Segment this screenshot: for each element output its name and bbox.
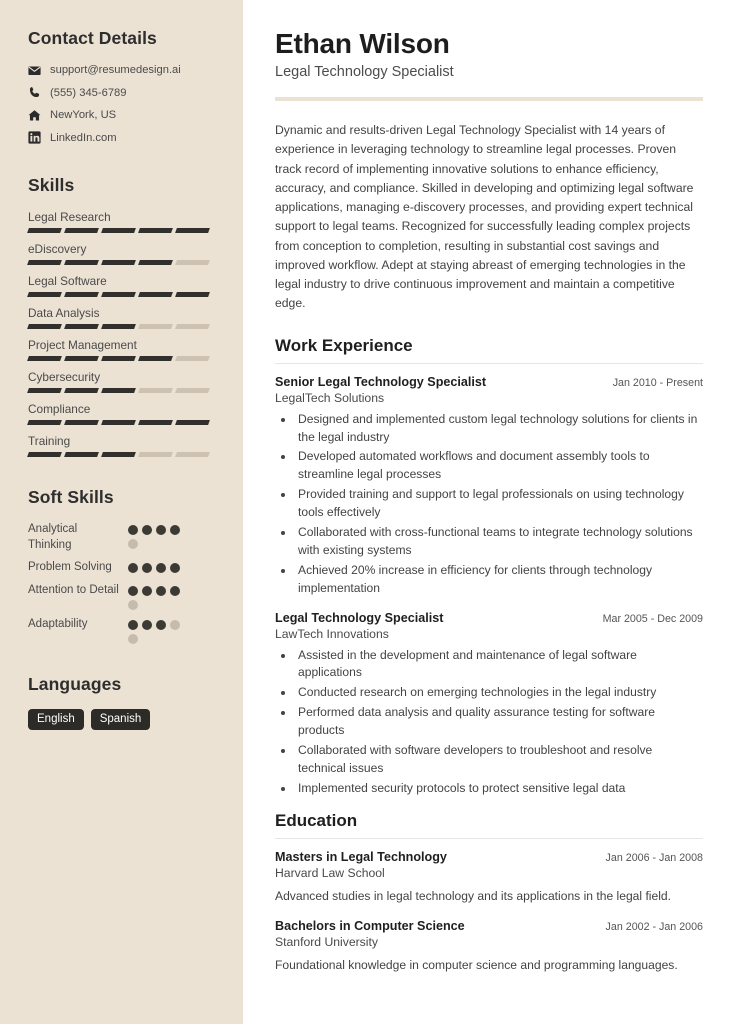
phone-icon — [28, 86, 41, 99]
contact-value: NewYork, US — [50, 109, 117, 122]
soft-skill-dot — [128, 620, 138, 630]
candidate-name: Ethan Wilson — [275, 28, 450, 59]
degree-date: Jan 2006 - Jan 2008 — [605, 851, 703, 864]
skill-level-segment — [101, 292, 136, 297]
skill-level-segment — [175, 324, 210, 329]
skill-label: Legal Research — [28, 210, 111, 225]
soft-skill-dot — [156, 525, 166, 535]
languages-list — [28, 709, 219, 731]
main-content — [243, 0, 730, 1024]
work-bullet: • Provided training and support to legal professionals on using technology tools effectively — [295, 486, 703, 522]
skill-label: eDiscovery — [28, 242, 87, 257]
skill-level-segment — [64, 452, 99, 457]
language-badge[interactable]: Spanish — [91, 709, 151, 731]
skill-item — [28, 242, 219, 265]
skills-list — [28, 210, 219, 457]
work-entry-header — [275, 375, 703, 389]
envelope-icon — [28, 64, 41, 77]
skill-level-bar — [28, 420, 219, 425]
work-bullet: • Designed and implemented custom legal technology solutions for clients in the legal industry — [295, 411, 703, 447]
skill-level-segment — [175, 388, 210, 393]
soft-skill-label: Adaptability — [28, 617, 88, 630]
skill-level-segment — [64, 356, 99, 361]
soft-skill-dot — [142, 620, 152, 630]
skill-level-segment — [138, 292, 173, 297]
work-bullet: • Implemented security protocols to protect sensitive legal data — [295, 780, 703, 798]
work-bullet-list — [275, 411, 703, 598]
skill-level-segment — [138, 324, 173, 329]
job-title: Legal Technology Specialist — [275, 610, 444, 625]
skill-label: Compliance — [28, 402, 91, 417]
degree-description: Foundational knowledge in computer science and programming languages. — [275, 957, 678, 972]
skill-level-segment — [64, 292, 99, 297]
skill-level-bar — [28, 388, 219, 393]
home-icon — [28, 109, 41, 122]
soft-skill-dot — [128, 539, 138, 549]
work-entry-header — [275, 611, 703, 625]
skill-level-segment — [138, 452, 173, 457]
education-divider — [275, 838, 703, 839]
skill-level-segment — [27, 388, 62, 393]
languages-heading: Languages — [28, 673, 122, 694]
work-bullet: • Collaborated with software developers to troubleshoot and resolve technical issues — [295, 742, 703, 778]
skill-label: Training — [28, 434, 71, 449]
soft-skill-item — [28, 617, 219, 644]
skill-level-segment — [175, 228, 210, 233]
skill-item — [28, 402, 219, 425]
skill-level-segment — [64, 388, 99, 393]
work-bullet: • Developed automated workflows and document assembly tools to streamline legal processes — [295, 448, 703, 484]
soft-skill-rating — [128, 560, 190, 573]
soft-skill-dot — [128, 634, 138, 644]
skill-level-segment — [175, 420, 210, 425]
soft-skill-dot — [128, 563, 138, 573]
degree-description: Advanced studies in legal technology and its applications in the legal field. — [275, 888, 671, 903]
skill-item — [28, 370, 219, 393]
skill-item — [28, 210, 219, 233]
header-divider — [275, 97, 703, 101]
work-experience-divider — [275, 363, 703, 364]
work-bullet-list — [275, 647, 703, 798]
skill-level-segment — [138, 228, 173, 233]
contact-value: support@resumedesign.ai — [50, 64, 181, 76]
language-badge[interactable]: English — [28, 709, 84, 731]
job-date: Mar 2005 - Dec 2009 — [602, 612, 703, 625]
soft-skill-label: Problem Solving — [28, 561, 112, 574]
skill-level-segment — [27, 420, 62, 425]
skill-label: Cybersecurity — [28, 370, 101, 385]
education-list — [275, 850, 703, 974]
skill-level-bar — [28, 260, 219, 265]
soft-skill-dot — [170, 620, 180, 630]
soft-skill-dot — [142, 563, 152, 573]
skill-item — [28, 434, 219, 457]
work-bullet: • Assisted in the development and maintenance of legal software applications — [295, 647, 703, 683]
skill-level-segment — [101, 388, 136, 393]
professional-summary: Dynamic and results-driven Legal Technology Specialist with 14 years of experience in leveraging technology to streamline legal processes. Proven track record of implementing innovative solutions to enhance efficiency, accuracy, and compliance. Skilled in developing and optimizing legal software applications, managing e-discovery processes, and providing expert technical support to legal teams. Recognized for successfully leading complex projects from conception to completion, resulting in substantial cost savings and improved workflow. Adept at staying abreast of emerging technologies in the legal industry to drive continuous improvement and maintain a competitive edge. — [275, 123, 694, 311]
skill-level-segment — [138, 388, 173, 393]
skill-level-segment — [27, 292, 62, 297]
soft-skills-list — [28, 522, 219, 644]
skill-item — [28, 306, 219, 329]
candidate-role: Legal Technology Specialist — [275, 64, 454, 80]
soft-skill-dot — [142, 525, 152, 535]
skill-level-bar — [28, 324, 219, 329]
contact-row[interactable] — [28, 108, 219, 123]
sidebar — [0, 0, 243, 1024]
education-entry-header — [275, 919, 703, 933]
skill-level-segment — [64, 420, 99, 425]
skills-heading: Skills — [28, 175, 75, 196]
skill-level-bar — [28, 292, 219, 297]
soft-skill-dot — [128, 525, 138, 535]
job-title: Senior Legal Technology Specialist — [275, 374, 487, 389]
soft-skill-dot — [170, 586, 180, 596]
skill-level-segment — [138, 420, 173, 425]
degree-title: Masters in Legal Technology — [275, 849, 447, 864]
soft-skill-dot — [156, 563, 166, 573]
linkedin-icon — [28, 131, 41, 144]
work-bullet: • Collaborated with cross-functional teams to integrate technology solutions with existing systems — [295, 524, 703, 560]
skill-level-bar — [28, 228, 219, 233]
soft-skill-rating — [128, 522, 190, 549]
skill-level-bar — [28, 452, 219, 457]
soft-skill-item — [28, 560, 219, 576]
work-experience-heading: Work Experience — [275, 335, 413, 355]
work-bullet: • Achieved 20% increase in efficiency for clients through technology implementation — [295, 562, 703, 598]
work-experience-list — [275, 375, 703, 798]
skill-level-segment — [27, 356, 62, 361]
soft-skill-dot — [128, 600, 138, 610]
skill-level-segment — [175, 260, 210, 265]
contact-row[interactable] — [28, 131, 219, 146]
skill-level-segment — [64, 324, 99, 329]
work-entry — [275, 611, 703, 798]
skill-level-segment — [138, 356, 173, 361]
soft-skill-dot — [128, 586, 138, 596]
skill-level-segment — [175, 452, 210, 457]
soft-skill-dot — [156, 586, 166, 596]
contact-row[interactable] — [28, 86, 219, 101]
soft-skill-rating — [128, 617, 190, 644]
skill-level-segment — [64, 228, 99, 233]
skill-label: Data Analysis — [28, 306, 100, 321]
soft-skill-dot — [170, 525, 180, 535]
soft-skill-dot — [170, 563, 180, 573]
soft-skill-dot — [142, 586, 152, 596]
soft-skill-item — [28, 583, 219, 610]
skill-level-segment — [27, 260, 62, 265]
skill-level-segment — [101, 228, 136, 233]
skill-label: Legal Software — [28, 274, 107, 289]
skill-level-segment — [101, 324, 136, 329]
soft-skill-item — [28, 522, 219, 553]
work-bullet: • Conducted research on emerging technologies in the legal industry — [295, 684, 703, 702]
education-heading: Education — [275, 810, 358, 830]
soft-skills-heading: Soft Skills — [28, 487, 114, 508]
skill-level-segment — [27, 228, 62, 233]
contact-value: (555) 345-6789 — [50, 86, 127, 99]
skill-level-segment — [175, 292, 210, 297]
work-entry — [275, 375, 703, 598]
degree-title: Bachelors in Computer Science — [275, 918, 465, 933]
skill-level-segment — [64, 260, 99, 265]
skill-item — [28, 338, 219, 361]
skill-level-segment — [101, 356, 136, 361]
soft-skill-label: Attention to Detail — [28, 583, 119, 596]
contact-value: LinkedIn.com — [50, 131, 117, 144]
soft-skill-label: Analytical Thinking — [28, 523, 78, 551]
skill-item — [28, 274, 219, 297]
job-company: LawTech Innovations — [275, 626, 389, 641]
education-entry — [275, 850, 703, 905]
skill-level-segment — [101, 452, 136, 457]
work-bullet: • Performed data analysis and quality assurance testing for software products — [295, 704, 703, 740]
job-company: LegalTech Solutions — [275, 390, 385, 405]
degree-date: Jan 2002 - Jan 2006 — [605, 920, 703, 933]
school-name: Stanford University — [275, 934, 378, 949]
skill-level-segment — [101, 420, 136, 425]
soft-skill-dot — [156, 620, 166, 630]
skill-level-segment — [138, 260, 173, 265]
skill-level-segment — [101, 260, 136, 265]
job-date: Jan 2010 - Present — [612, 376, 703, 389]
contact-row[interactable] — [28, 63, 219, 78]
skill-label: Project Management — [28, 338, 137, 353]
skill-level-segment — [175, 356, 210, 361]
education-entry — [275, 919, 703, 974]
skill-level-segment — [27, 324, 62, 329]
contact-list — [28, 63, 219, 145]
education-entry-header — [275, 850, 703, 864]
school-name: Harvard Law School — [275, 865, 385, 880]
soft-skill-rating — [128, 583, 190, 610]
skill-level-bar — [28, 356, 219, 361]
contact-details-heading: Contact Details — [28, 28, 157, 48]
skill-level-segment — [27, 452, 62, 457]
